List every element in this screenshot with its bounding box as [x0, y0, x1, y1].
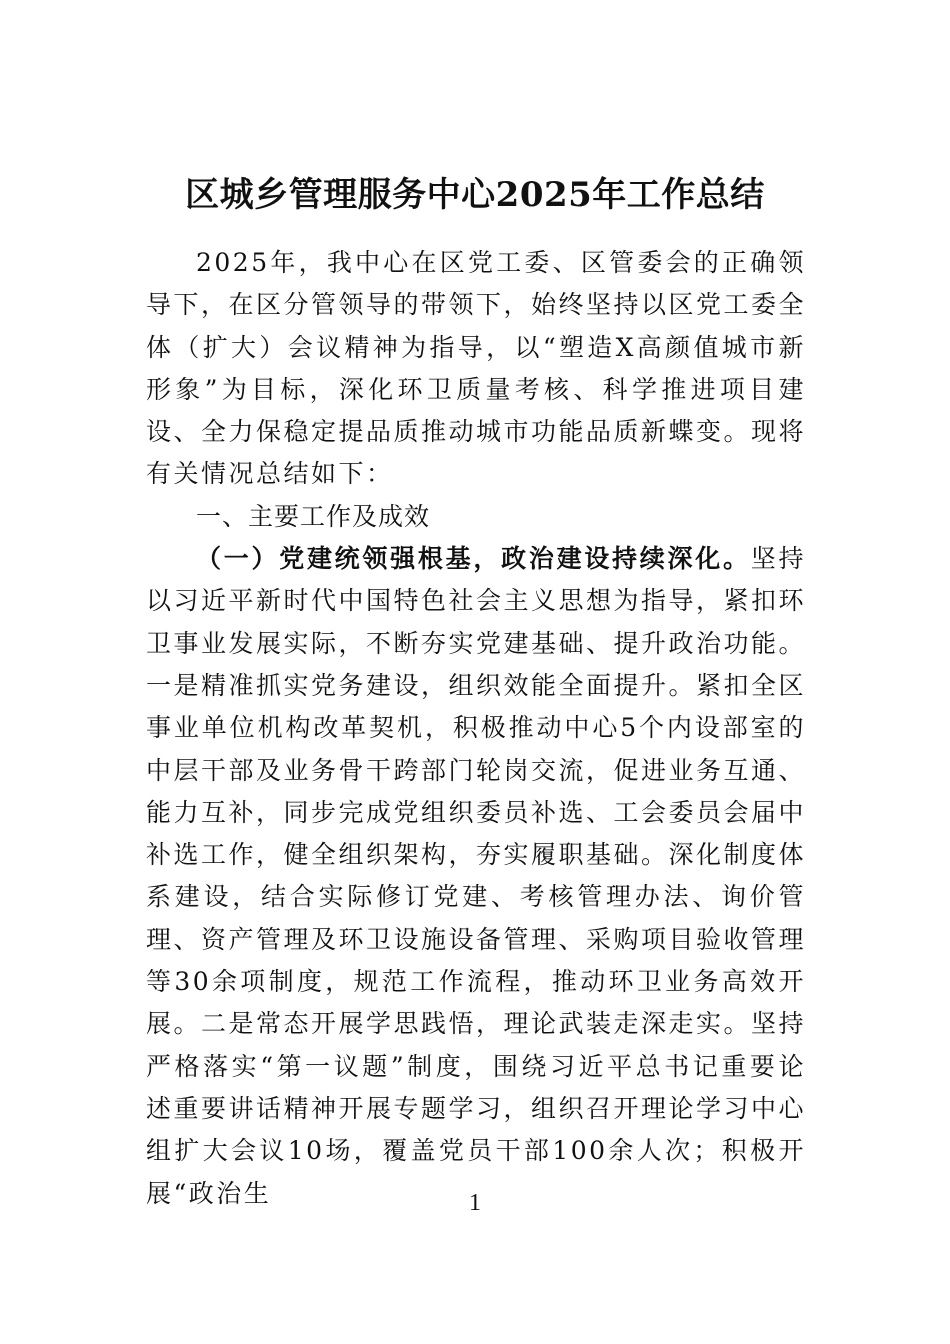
subsection-paragraph [146, 538, 806, 1215]
page-number: 1 [469, 1190, 481, 1216]
document-body [146, 242, 806, 1215]
section-heading: 一、主要工作及成效 [196, 501, 431, 531]
intro-paragraph: 2025年，我中心在区党工委、区管委会的正确领导下，在区分管领导的带领下，始终坚持以区党工委全体（扩大）会议精神为指导，以“塑造X高颜值城市新形象”为目标，深化环卫质量考核、科学推进项目建设、全力保稳定提品质推动城市功能品质新蝶变。现将有关情况总结如下： [146, 248, 807, 489]
subsection-text: 坚持以习近平新时代中国特色社会主义思想为指导，紧扣环卫事业发展实际，不断夯实党建基础、提升政治功能。一是精准抓实党务建设，组织效能全面提升。紧扣全区事业单位机构改革契机，积极推动中心5个内设部室的中层干部及业务骨干跨部门轮岗交流，促进业务互通、能力互补，同步完成党组织委员补选、工会委员会届中补选工作，健全组织架构，夯实履职基础。深化制度体系建设，结合实际修订党建、考核管理办法、询价管理、资产管理及环卫设施设备管理、采购项目验收管理等30余项制度，规范工作流程，推动环卫业务高效开展。二是常态开展学思践悟，理论武装走深走实。坚持严格落实“第一议题”制度，围绕习近平总书记重要论述重要讲话精神开展专题学习，组织召开理论学习中心组扩大会议10场，覆盖党员干部100余人次；积极开展“政治生 [146, 544, 807, 1208]
subsection-lead: （一）党建统领强根基，政治建设持续深化。 [196, 544, 751, 574]
document-title: 区城乡管理服务中心2025年工作总结 [185, 175, 765, 215]
